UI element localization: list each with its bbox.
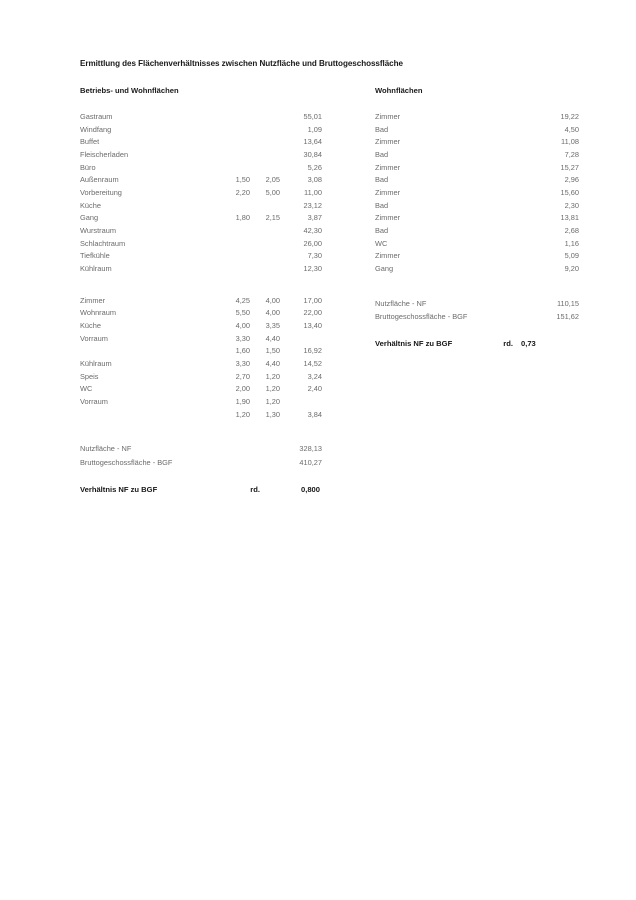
row-label: Wohnraum [80, 308, 117, 318]
row-area-value: 4,50 [564, 124, 579, 134]
row-label: Tiefkühle [80, 251, 110, 261]
table-row [80, 321, 322, 334]
table-row [375, 175, 579, 188]
table-row [80, 226, 322, 239]
row-area-value: 30,84 [303, 150, 322, 160]
table-row [80, 397, 322, 410]
table-row [80, 308, 322, 321]
table-row [80, 239, 322, 252]
row-dimension-b: 2,15 [265, 213, 280, 223]
row-dimension-b: 2,05 [265, 175, 280, 185]
right-column [375, 86, 579, 348]
row-dimension-b: 1,30 [265, 409, 280, 419]
row-label: Gang [375, 264, 394, 274]
row-area-value: 3,87 [307, 213, 322, 223]
page-title: Ermittlung des Flächenverhältnisses zwischen Nutzfläche und Bruttogeschossfläche [80, 59, 403, 68]
table-row [80, 112, 322, 125]
row-label: Büro [80, 162, 96, 172]
left-ratio-label: Verhältnis NF zu BGF [80, 484, 158, 494]
row-area-value: 9,20 [564, 264, 579, 274]
table-row [375, 125, 579, 138]
row-area-value: 11,00 [304, 188, 322, 198]
summary-label: Nutzfläche - NF [375, 298, 427, 308]
row-area-value: 26,00 [303, 238, 322, 248]
right-column-heading: Wohnflächen [375, 86, 423, 95]
summary-label: Bruttogeschossfläche - BGF [80, 457, 173, 467]
row-label: Fleischerladen [80, 150, 129, 160]
left-ratio-line [80, 485, 322, 494]
table-row [80, 458, 322, 471]
table-row [80, 384, 322, 397]
row-label: Speis [80, 371, 99, 381]
row-dimension-a: 1,20 [235, 409, 250, 419]
row-area-value: 3,08 [307, 175, 322, 185]
summary-label: Nutzfläche - NF [80, 444, 132, 454]
left-ratio-rd-label: rd. [250, 484, 260, 494]
row-dimension-a: 1,90 [235, 397, 250, 407]
row-area-value: 2,30 [564, 200, 579, 210]
row-area-value: 23,12 [303, 200, 322, 210]
row-label: Bad [375, 124, 389, 134]
table-row [375, 239, 579, 252]
row-label: Schlachtraum [80, 238, 126, 248]
table-row [80, 201, 322, 214]
row-label: Bad [375, 175, 389, 185]
table-row [375, 201, 579, 214]
row-area-value: 7,30 [307, 251, 322, 261]
row-area-value: 17,00 [303, 295, 322, 305]
row-dimension-b: 4,00 [265, 295, 280, 305]
left-area-table-block-1 [80, 112, 322, 277]
row-label: Gang [80, 213, 99, 223]
row-label: Buffet [80, 137, 100, 147]
row-label: Zimmer [375, 112, 401, 121]
row-label: Vorbereitung [80, 188, 122, 198]
block-spacer [80, 277, 322, 296]
row-label: Zimmer [80, 295, 106, 305]
summary-label: Bruttogeschossfläche - BGF [375, 311, 468, 321]
table-row [80, 359, 322, 372]
row-dimension-a: 2,20 [235, 188, 250, 198]
table-row [375, 150, 579, 163]
right-ratio-value: 0,73 [521, 339, 536, 349]
right-summary-block [375, 299, 579, 325]
table-row [80, 334, 322, 347]
table-row [80, 296, 322, 309]
table-row [375, 213, 579, 226]
row-area-value: 13,64 [303, 137, 322, 147]
row-dimension-a: 3,30 [235, 359, 250, 369]
row-label: Zimmer [375, 251, 401, 261]
right-ratio-line [375, 339, 579, 348]
row-label: Kühlraum [80, 264, 112, 274]
table-row [375, 226, 579, 239]
row-area-value: 55,01 [303, 112, 322, 121]
row-dimension-a: 4,25 [235, 295, 250, 305]
row-dimension-a: 3,30 [235, 333, 250, 343]
row-label: Bad [375, 150, 389, 160]
right-area-table-block-1 [375, 112, 579, 277]
table-row [80, 163, 322, 176]
row-dimension-a: 4,00 [235, 321, 250, 331]
row-area-value: 19,22 [560, 112, 579, 121]
row-label: Küche [80, 200, 101, 210]
row-area-value: 3,84 [307, 409, 322, 419]
row-area-value: 2,40 [307, 384, 322, 394]
row-label: Vorraum [80, 333, 108, 343]
row-label: Vorraum [80, 397, 108, 407]
left-summary-block [80, 444, 322, 470]
left-column-heading: Betriebs- und Wohnflächen [80, 86, 179, 95]
table-row [80, 251, 322, 264]
table-row [375, 264, 579, 277]
row-label: Windfang [80, 124, 112, 134]
row-area-value: 5,26 [307, 162, 322, 172]
table-row [375, 251, 579, 264]
row-area-value: 15,60 [560, 188, 579, 198]
row-label: Außenraum [80, 175, 119, 185]
table-row [80, 346, 322, 359]
summary-value: 410,27 [299, 457, 322, 467]
row-area-value: 2,68 [564, 226, 579, 236]
row-area-value: 13,81 [560, 213, 579, 223]
table-row [375, 163, 579, 176]
row-label: Bad [375, 226, 389, 236]
right-ratio-label: Verhältnis NF zu BGF [375, 339, 453, 349]
left-column [80, 86, 322, 494]
row-dimension-b: 1,20 [265, 397, 280, 407]
row-dimension-a: 1,80 [235, 213, 250, 223]
table-row [375, 137, 579, 150]
row-label: Zimmer [375, 213, 401, 223]
row-dimension-a: 2,00 [235, 384, 250, 394]
table-row [80, 213, 322, 226]
row-dimension-b: 1,20 [265, 384, 280, 394]
right-ratio-rd-label: rd. [503, 339, 513, 349]
row-dimension-b: 4,00 [265, 308, 280, 318]
summary-value: 110,15 [556, 298, 579, 308]
summary-value: 151,62 [556, 311, 579, 321]
table-row [80, 410, 322, 423]
row-label: WC [80, 384, 93, 394]
row-area-value: 12,30 [303, 264, 322, 274]
row-dimension-b: 4,40 [265, 333, 280, 343]
row-area-value: 42,30 [303, 226, 322, 236]
row-dimension-b: 1,20 [265, 371, 280, 381]
row-label: Zimmer [375, 188, 401, 198]
row-area-value: 5,09 [564, 251, 579, 261]
table-row [80, 150, 322, 163]
row-area-value: 14,52 [303, 359, 322, 369]
row-label: Küche [80, 321, 101, 331]
table-row [80, 175, 322, 188]
table-row [80, 264, 322, 277]
row-area-value: 1,09 [307, 124, 322, 134]
row-dimension-a: 5,50 [235, 308, 250, 318]
row-area-value: 11,08 [561, 137, 579, 147]
table-row [375, 112, 579, 125]
row-area-value: 16,92 [303, 346, 322, 356]
table-row [375, 299, 579, 312]
row-label: Zimmer [375, 162, 401, 172]
row-dimension-b: 1,50 [265, 346, 280, 356]
table-row [80, 444, 322, 457]
table-row [375, 312, 579, 325]
row-dimension-b: 3,35 [265, 321, 280, 331]
row-label: Kühlraum [80, 359, 112, 369]
row-label: WC [375, 238, 388, 248]
row-label: Zimmer [375, 137, 401, 147]
row-area-value: 7,28 [564, 150, 579, 160]
table-row [80, 125, 322, 138]
left-ratio-value: 0,800 [300, 484, 320, 494]
table-row [375, 188, 579, 201]
row-area-value: 1,16 [564, 238, 579, 248]
row-dimension-a: 2,70 [235, 371, 250, 381]
row-area-value: 3,24 [307, 371, 322, 381]
row-area-value: 22,00 [303, 308, 322, 318]
row-dimension-b: 5,00 [265, 188, 280, 198]
summary-value: 328,13 [299, 444, 322, 454]
row-dimension-a: 1,50 [235, 175, 250, 185]
row-area-value: 13,40 [303, 321, 322, 331]
row-dimension-a: 1,60 [235, 346, 250, 356]
table-row [80, 137, 322, 150]
row-label: Wurstraum [80, 226, 117, 236]
table-row [80, 372, 322, 385]
row-label: Gastraum [80, 112, 113, 121]
row-label: Bad [375, 200, 389, 210]
row-area-value: 15,27 [560, 162, 579, 172]
table-row [80, 188, 322, 201]
row-dimension-b: 4,40 [265, 359, 280, 369]
row-area-value: 2,96 [564, 175, 579, 185]
left-area-table-block-2 [80, 296, 322, 423]
